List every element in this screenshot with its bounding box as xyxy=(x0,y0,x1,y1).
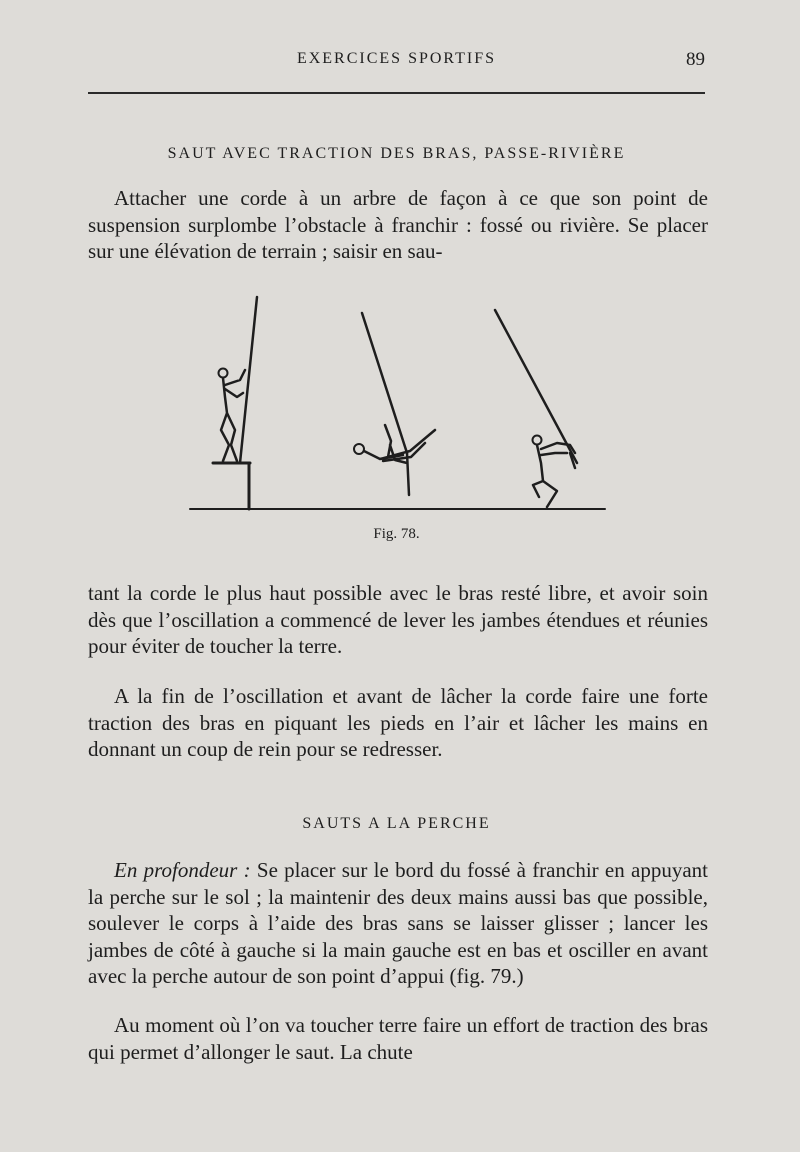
paragraph-au-moment: Au moment où l’on va toucher terre faire un effort de traction des bras qui permet d’allonger le saut. La chute xyxy=(88,1013,708,1064)
paragraph-en-profondeur-text: Se placer sur le bord du fossé à franchir en appuyant la perche sur le sol ; la maintenir des deux mains aussi bas que possible, soulever le corps à l’aide des bras sans se laisser glisser ; lancer les jambes de côté à gauche si la main gauche est en bas et osciller en avant avec la perche autour de son point d’appui (fig. 79.) xyxy=(88,858,708,988)
figure-2-body xyxy=(364,425,435,495)
figure-78 xyxy=(185,285,610,520)
rope-swing-figures-illustration-icon xyxy=(185,285,610,520)
rope-3 xyxy=(495,310,577,463)
figure-3-head xyxy=(533,436,542,445)
section-title-saut-avec-traction: SAUT AVEC TRACTION DES BRAS, PASSE-RIVIÈRE xyxy=(167,145,626,162)
figure-1-head xyxy=(219,369,228,378)
running-title: EXERCICES SPORTIFS xyxy=(296,50,497,67)
figure-3-body xyxy=(533,443,575,507)
paragraph-attacher-corde: Attacher une corde à un arbre de façon à ce que son point de suspension surplombe l’obstacle à franchir : fossé ou rivière. Se placer sur une élévation de terrain ; saisir en sau- xyxy=(88,186,708,263)
rope-2 xyxy=(362,313,407,453)
section-title-sauts-perche: SAUTS A LA PERCHE xyxy=(302,815,491,832)
header-rule xyxy=(88,92,705,94)
page-number: 89 xyxy=(686,49,705,70)
paragraph-tant-la-corde: tant la corde le plus haut possible avec le bras resté libre, et avoir soin dès que l’oscillation a commencé de lever les jambes étendues et réunies pour éviter de toucher la terre. xyxy=(88,581,708,658)
paragraph-en-profondeur xyxy=(88,857,708,990)
rope-1 xyxy=(240,297,257,463)
paragraph-a-la-fin: A la fin de l’oscillation et avant de lâcher la corde faire une forte traction des bras en piquant les pieds en l’air et lâcher les mains en donnant un coup de rein pour se redresser. xyxy=(88,684,708,761)
page-header xyxy=(88,50,705,72)
italic-lead-en-profondeur: En profondeur : xyxy=(114,858,251,882)
figure-caption: Fig. 78. xyxy=(373,526,420,542)
figure-2-head xyxy=(354,444,364,454)
